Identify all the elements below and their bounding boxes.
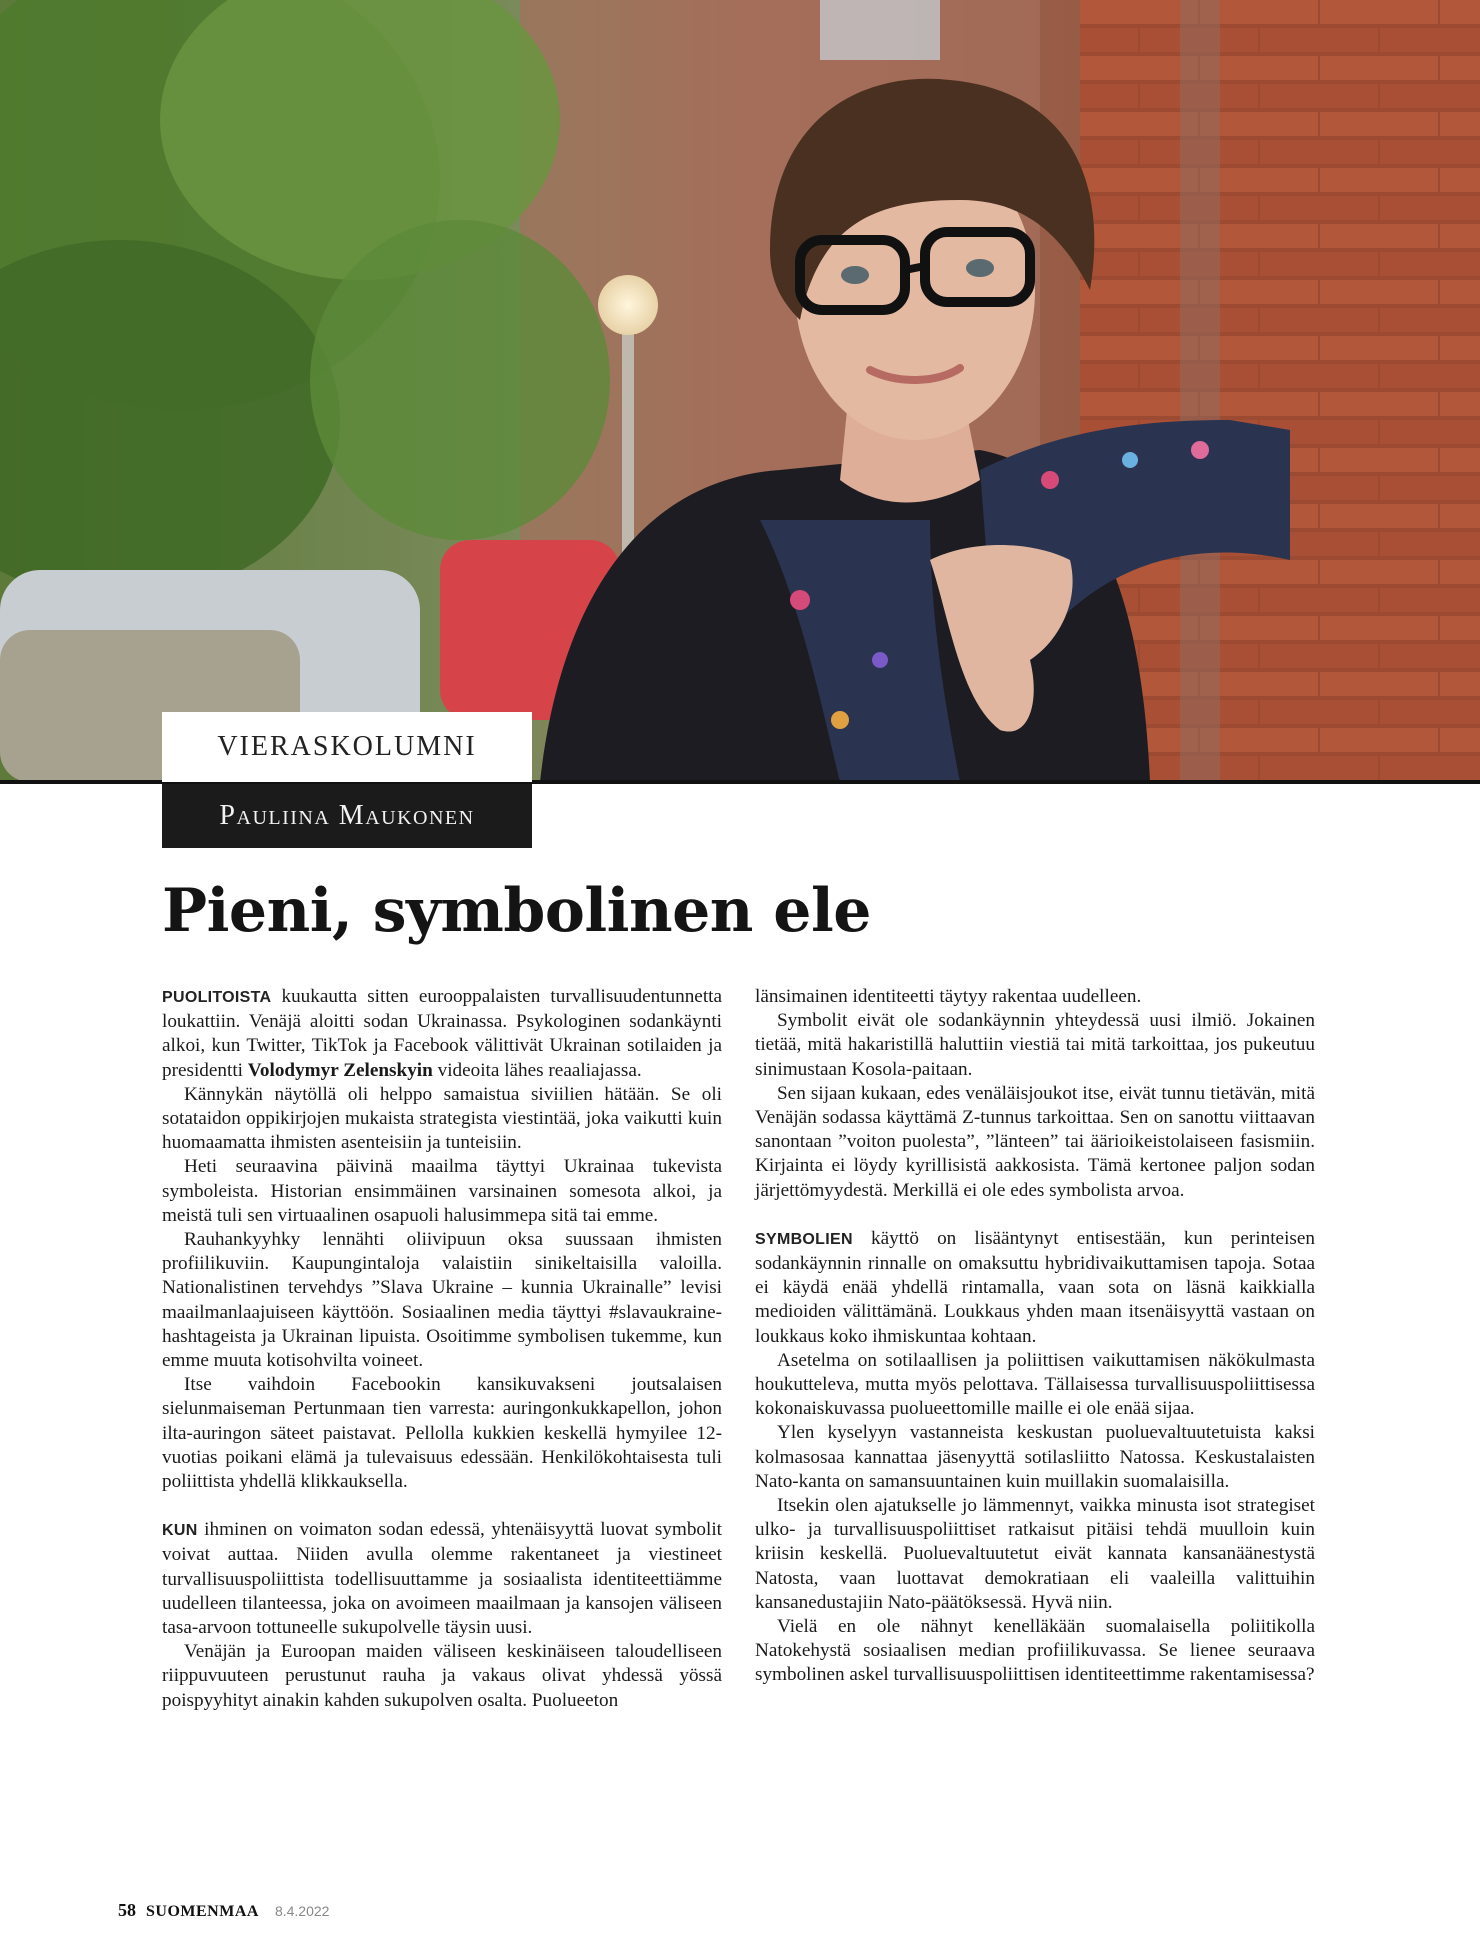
article-column-left	[162, 985, 722, 1713]
paragraph: Itsekin olen ajatukselle jo lämmennyt, vaikka minusta isot strategiset ulko- ja turvallisuuspoliittiset ratkaisut pitäisi tehdä muulloin kuin kriisin keskellä. Puoluevaltuutetut eivät kannata kansanäänestystä Natosta, vaan luottavat demokratiaan eli vaaleilla valittuihin kansanedustajiin Nato-päätöksessä. Hyvä niin.	[755, 1495, 1315, 1613]
paragraph: Sen sijaan kukaan, edes venäläisjoukot itse, eivät tunnu tietävän, mitä Venäjän sodassa käyttämä Z-tunnus tarkoittaa. Sen on sanottu viittaavan sanontaan ”voiton puolesta”, ”länteen” tai äärioikeistolaiseen fasismiin. Kirjainta ei löydy kyrillisistä aakkosista. Tämä kertonee paljon sodan järjettömyydestä. Merkillä ei ole edes symbolista arvoa.	[755, 1082, 1315, 1201]
header-photo	[0, 0, 1480, 782]
paragraph: Heti seuraavina päivinä maailma täyttyi Ukrainaa tukevista symboleista. Historian ensimmäinen varsinainen somesota alkoi, ja meistä tuli sen virtuaalinen osapuoli halusimmepa sitä tai emme.	[162, 1156, 722, 1226]
magazine-name: SUOMENMAA	[146, 1903, 259, 1920]
lead-in: PUOLITOISTA	[162, 989, 272, 1006]
text-run: videoita lähes reaaliajassa.	[432, 1059, 642, 1081]
author-byline: Pauliina Maukonen	[162, 784, 532, 848]
paragraph	[162, 985, 722, 1083]
text-run: ihminen on voimaton sodan edessä, yhtenäisyyttä luovat symbolit voivat auttaa. Niiden avulla olemme rakentaneet ja viestineet turvallisuuspoliittista todellisuuttamme ja sosiaalista identiteettiämme uudelleen tilanteessa, joka on avoimeen maailmaan ja kansojen väliseen tasa-arvoon tottuneelle sukupolvelle täysin uusi.	[162, 1519, 722, 1639]
text-run: käyttö on lisääntynyt entisestään, kun perinteisen sodankäynnin rinnalle on omaksuttu hybridivaikuttamisen tapoja. Sotaa ei käydä enää yhdellä rintamalla, vaan sota on läsnä kaikkialla medioiden välittämänä. Loukkaus yhden maan itsenäisyyttä vastaan on loukkaus koko ihmiskuntaa kohtaan.	[755, 1227, 1315, 1347]
lead-in: SYMBOLIEN	[755, 1230, 853, 1248]
page-footer	[118, 1900, 329, 1930]
paragraph	[755, 1227, 1315, 1349]
paragraph: Asetelma on sotilaallisen ja poliittisen vaikuttamisen näkökulmasta houkutteleva, mutta myös pelottava. Tällaisessa turvallisuuspoliittisessa kokonaiskuvassa puolueettomille maille ei ole enää sijaa.	[755, 1349, 1315, 1420]
paragraph: Ylen kyselyyn vastanneista keskustan puoluevaltuutetuista kaksi kolmasosaa kannattaa jäsenyyttä sotilasliitto Natossa. Keskustalaisten Nato-kanta on samansuuntainen kuin muillakin suomalaisilla.	[755, 1422, 1315, 1492]
article-column-right	[755, 985, 1315, 1688]
column-kicker: VIERASKOLUMNI	[162, 712, 532, 782]
paragraph: Itse vaihdoin Facebookin kansikuvakseni joutsalaisen sielunmaiseman Pertunmaan tien varresta: auringonkukkapellon, johon ilta-auringon säteet paistavat. Pellolla kukkien keskellä hymyilee 12-vuotias poikani elämä ja tulevaisuus edessään. Henkilökohtaisesta tuli poliittista yhdellä klikkauksella.	[162, 1374, 722, 1493]
portrait-photo-illustration	[0, 0, 1480, 782]
page-number: 58	[118, 1900, 136, 1920]
paragraph: Vielä en ole nähnyt kenelläkään suomalaisella poliitikolla Natokehystä sosiaalisen median profiilikuvassa. Se lienee seuraava symbolinen askel turvallisuuspoliittisen identiteettimme rakentamisessa?	[755, 1616, 1315, 1686]
lead-in: KUN	[162, 1522, 198, 1540]
paragraph	[162, 1518, 722, 1640]
paragraph: Kännykän näytöllä oli helppo samaistua siviilien hätään. Se oli sotataidon oppikirjojen mukaista strategista viestintää, joka vaikutti kuin huomaamatta ihmisten asenteisiin ja tunteisiin.	[162, 1083, 722, 1154]
paragraph: Rauhankyyhky lennähti oliivipuun oksa suussaan ihmisten profiilikuviin. Kaupungintaloja valaistiin sinikeltaisilla valoilla. Nationalistinen tervehdys ”Slava Ukraine – kunnia Ukrainalle” levisi maailmanlaajuiseen käyttöön. Sosiaalinen media täyttyi #slavaukraine-hashtageista ja Ukrainan lipuista. Osoitimme symbolisen tukemme, kun emme muuta kotisohvilta voineet.	[162, 1229, 722, 1372]
paragraph: Symbolit eivät ole sodankäynnin yhteydessä uusi ilmiö. Jokainen tietää, mitä hakaristillä haluttiin viestiä tai mitä tarkoittaa, jos pukeutuu sinimustaan Kosola-paitaan.	[755, 1010, 1315, 1080]
article-headline: Pieni, symbolinen ele	[162, 876, 871, 946]
issue-date: 8.4.2022	[274, 1903, 330, 1919]
text-run: kuukautta sitten eurooppalaisten turvallisuudentunnetta loukattiin. Venäjä aloitti sodan Ukrainassa. Psykologinen sodankäynti alkoi, kun Twitter, TikTok ja Facebook välittivät Ukrainan sotilaiden ja presidentti	[162, 986, 722, 1081]
highlighted-name: Volodymyr Zelenskyin	[247, 1059, 433, 1081]
paragraph: länsimainen identiteetti täytyy rakentaa uudelleen.	[755, 986, 1142, 1007]
paragraph: Venäjän ja Euroopan maiden väliseen keskinäiseen taloudelliseen riippuvuuteen perustunut rauha ja vakaus olivat yhdessä yössä poispyyhityt ainakin kahden sukupolven osalta. Puolueeton	[162, 1641, 722, 1711]
